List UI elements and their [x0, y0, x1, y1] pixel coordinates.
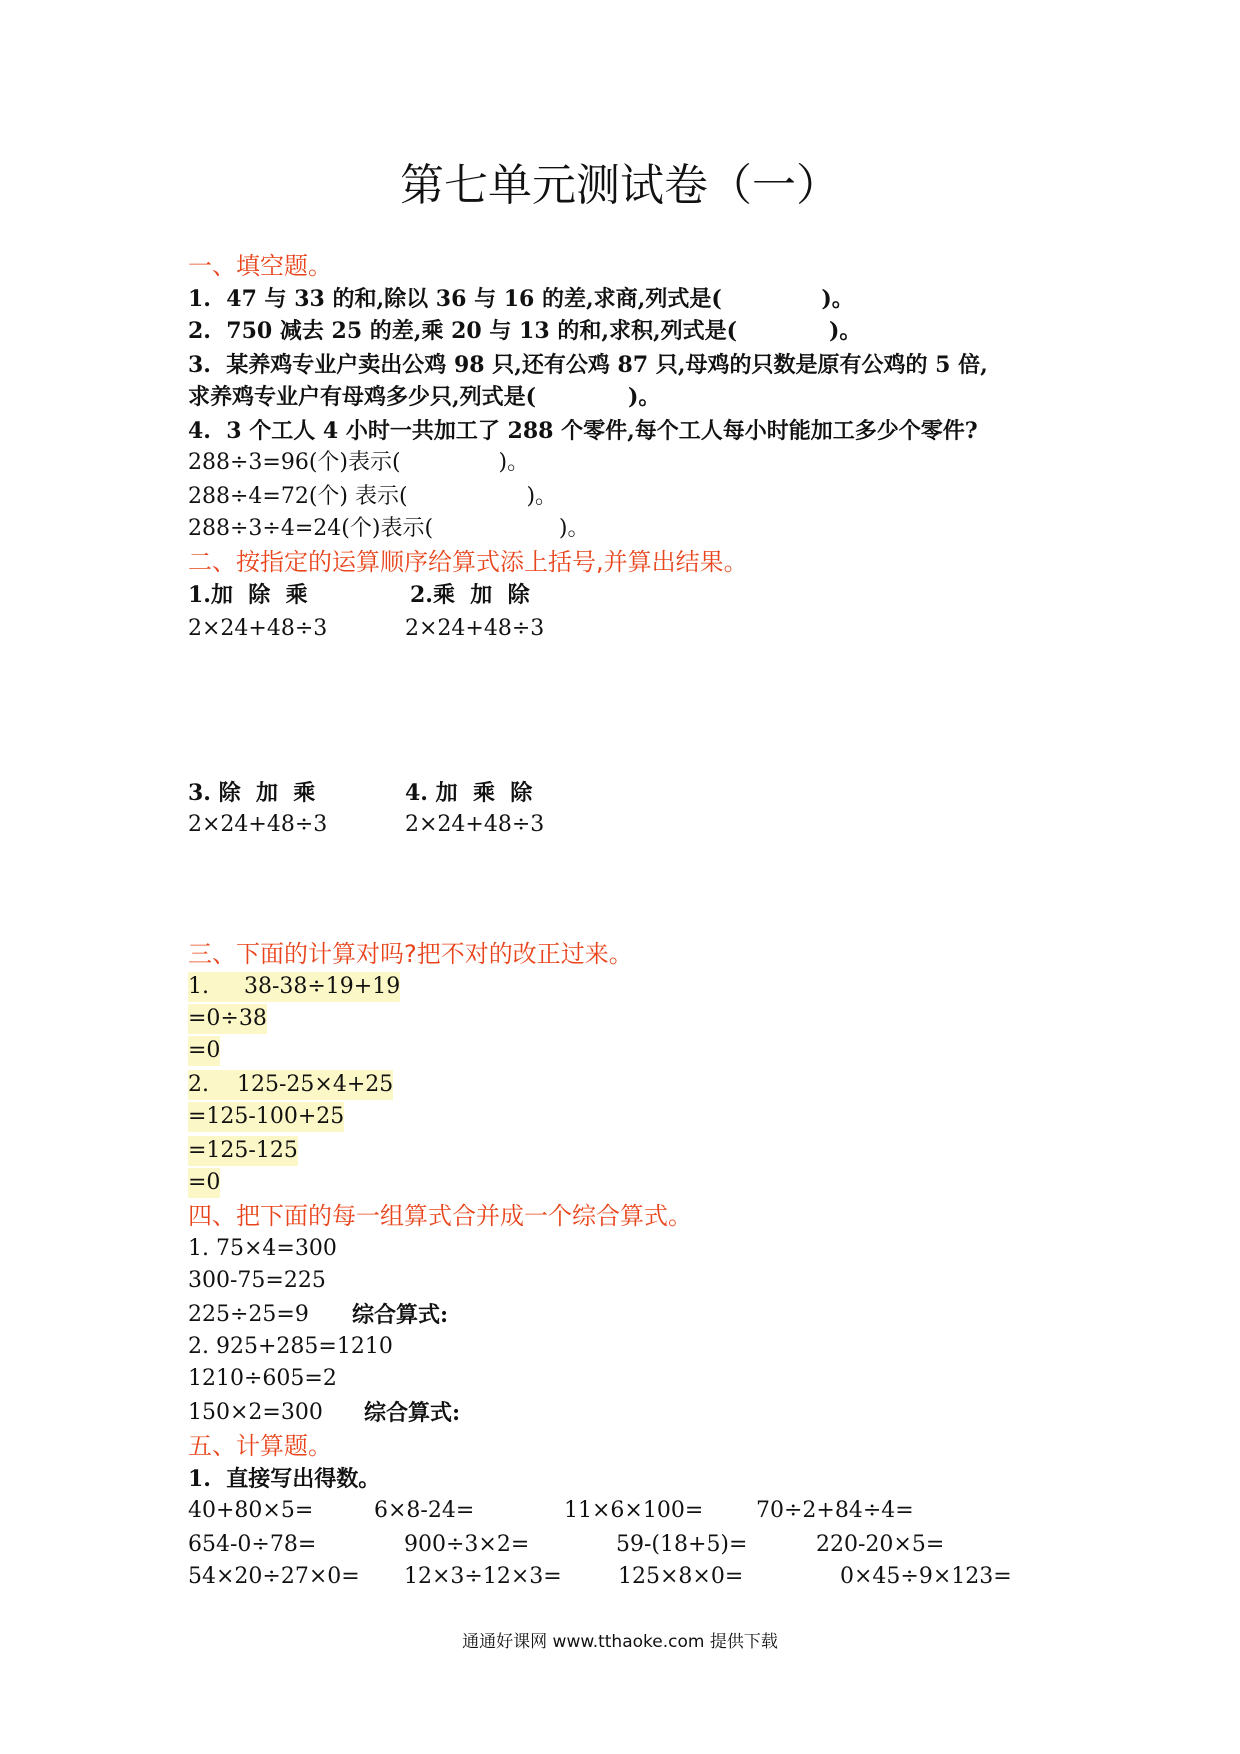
problem: 900÷3×2=: [404, 1532, 530, 1557]
section-heading-combine: 四、把下面的每一组算式合并成一个综合算式。: [188, 1202, 692, 1230]
combined-label: 综合算式:: [352, 1302, 449, 1328]
highlighted-text: =125-125: [188, 1136, 298, 1166]
highlighted-text: 2. 125-25×4+25: [188, 1070, 393, 1100]
calc-line: [188, 972, 400, 1002]
question-line: 1. 47 与 33 的和,除以 36 与 16 的差,求商,列式是( )。: [188, 286, 854, 312]
problem: 220-20×5=: [816, 1532, 945, 1557]
question-line: 288÷3÷4=24(个)表示( )。: [188, 516, 590, 541]
expression: 2×24+48÷3: [405, 812, 545, 837]
calc-line: 1. 75×4=300: [188, 1236, 337, 1261]
highlighted-text: =125-100+25: [188, 1102, 344, 1132]
calc-line: [188, 1036, 220, 1066]
problem: 11×6×100=: [564, 1498, 704, 1523]
calc-line: 150×2=300: [188, 1400, 323, 1425]
highlighted-text: 1. 38-38÷19+19: [188, 972, 400, 1002]
expression: 2×24+48÷3: [188, 616, 328, 641]
highlighted-text: =0÷38: [188, 1004, 267, 1034]
problem: 6×8-24=: [374, 1498, 475, 1523]
problem: 0×45÷9×123=: [840, 1564, 1012, 1589]
calc-line: 2. 925+285=1210: [188, 1334, 393, 1359]
section-heading-brackets: 二、按指定的运算顺序给算式添上括号,并算出结果。: [188, 548, 748, 576]
calc-line: [188, 1168, 220, 1198]
section-heading-calc: 五、计算题。: [188, 1432, 332, 1460]
expression: 2×24+48÷3: [188, 812, 328, 837]
order-label: 2.乘 加 除: [410, 582, 530, 608]
problem: 125×8×0=: [618, 1564, 744, 1589]
order-label: 4. 加 乘 除: [405, 780, 533, 806]
problem: 40+80×5=: [188, 1498, 314, 1523]
combined-label: 综合算式:: [364, 1400, 461, 1426]
problem: 54×20÷27×0=: [188, 1564, 360, 1589]
problem: 70÷2+84÷4=: [756, 1498, 914, 1523]
question-line: 288÷3=96(个)表示( )。: [188, 450, 530, 475]
highlighted-text: =0: [188, 1036, 220, 1066]
highlighted-text: =0: [188, 1168, 220, 1198]
question-line: 288÷4=72(个) 表示( )。: [188, 484, 558, 509]
footer-source: 通通好课网 www.tthaoke.com 提供下载: [462, 1632, 778, 1652]
question-line: 求养鸡专业户有母鸡多少只,列式是( )。: [188, 384, 661, 410]
calc-line: [188, 1070, 393, 1100]
calc-line: 225÷25=9: [188, 1302, 309, 1327]
calc-line: [188, 1136, 298, 1166]
section-heading-fill-blank: 一、填空题。: [188, 252, 332, 280]
order-label: 3. 除 加 乘: [188, 780, 316, 806]
question-line: 4. 3 个工人 4 小时一共加工了 288 个零件,每个工人每小时能加工多少个零件?: [188, 418, 978, 444]
calc-line: 300-75=225: [188, 1268, 326, 1293]
question-line: 3. 某养鸡专业户卖出公鸡 98 只,还有公鸡 87 只,母鸡的只数是原有公鸡的 5 倍,: [188, 352, 988, 378]
problem: 12×3÷12×3=: [404, 1564, 562, 1589]
problem: 59-(18+5)=: [616, 1532, 748, 1557]
question-line: 2. 750 减去 25 的差,乘 20 与 13 的和,求积,列式是( )。: [188, 318, 862, 344]
calc-line: [188, 1102, 344, 1132]
expression: 2×24+48÷3: [405, 616, 545, 641]
calc-line: [188, 1004, 267, 1034]
page-title: 第七单元测试卷（一）: [400, 160, 840, 211]
problem: 654-0÷78=: [188, 1532, 317, 1557]
sub-heading: 1. 直接写出得数。: [188, 1466, 381, 1492]
calc-line: 1210÷605=2: [188, 1366, 337, 1391]
order-label: 1.加 除 乘: [188, 582, 308, 608]
section-heading-check: 三、下面的计算对吗?把不对的改正过来。: [188, 940, 633, 968]
